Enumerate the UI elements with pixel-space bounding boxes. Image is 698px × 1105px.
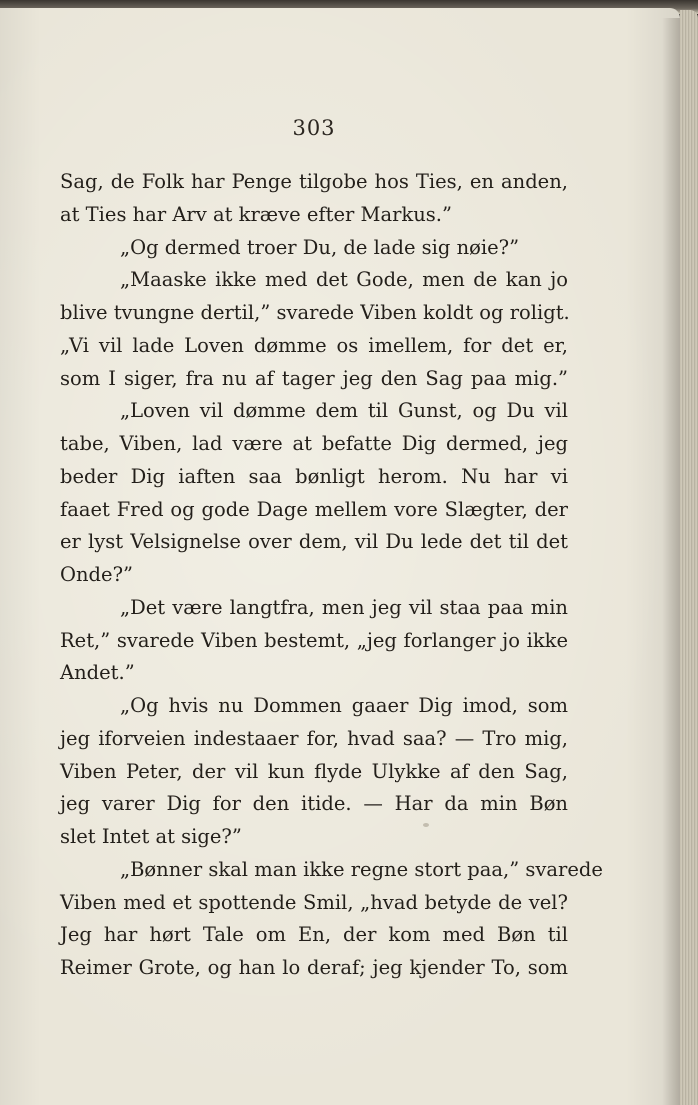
text-line: beder Dig iaften saa bønligt herom. Nu har vi <box>60 464 568 488</box>
page-shadow <box>662 18 680 1105</box>
text-line: „Og dermed troer Du, de lade sig nøie?” <box>120 235 520 259</box>
page-number: 303 <box>292 116 336 140</box>
book-page <box>0 8 680 1105</box>
text-line: „Maaske ikke med det Gode, men de kan jo <box>120 268 568 292</box>
stacked-page-edges <box>680 10 698 1105</box>
paper-stain <box>423 823 429 827</box>
text-line: som I siger, fra nu af tager jeg den Sag paa mig.” <box>60 366 568 390</box>
text-line: „Vi vil lade Loven dømme os imellem, for det er, <box>60 333 568 357</box>
text-line: Onde?” <box>60 563 133 586</box>
text-line: jeg varer Dig for den itide. — Har da min Bøn <box>60 792 568 816</box>
text-line: tabe, Viben, lad være at befatte Dig dermed, jeg <box>60 432 568 455</box>
text-line: „Og hvis nu Dommen gaaer Dig imod, som <box>120 694 568 717</box>
text-line: at Ties har Arv at kræve efter Markus.” <box>60 202 452 226</box>
text-line: blive tvungne dertil,” svarede Viben koldt og roligt. <box>60 301 570 324</box>
text-line: er lyst Velsignelse over dem, vil Du lede det til det <box>60 530 568 554</box>
text-line: jeg iforveien indestaaer for, hvad saa? — Tro mig, <box>60 726 568 750</box>
body-text <box>60 166 603 985</box>
text-line: Ret,” svarede Viben bestemt, „jeg forlanger jo ikke <box>60 628 568 652</box>
text-line: „Loven vil dømme dem til Gunst, og Du vil <box>120 399 568 423</box>
text-line: Sag, de Folk har Penge tilgobe hos Ties, en anden, <box>60 170 568 193</box>
text-line: „Bønner skal man ikke regne stort paa,” svarede <box>120 857 603 881</box>
text-line: Viben Peter, der vil kun flyde Ulykke af den Sag, <box>60 759 568 783</box>
text-line: Reimer Grote, og han lo deraf; jeg kjender To, som <box>60 956 568 979</box>
text-line: Viben med et spottende Smil, „hvad betyde de vel? <box>60 890 568 914</box>
text-line: slet Intet at sige?” <box>60 825 242 848</box>
text-line: Andet.” <box>60 661 135 685</box>
text-line: faaet Fred og gode Dage mellem vore Slægter, der <box>60 497 568 521</box>
text-line: Jeg har hørt Tale om En, der kom med Bøn til <box>60 923 568 947</box>
text-line: „Det være langtfra, men jeg vil staa paa min <box>120 595 568 619</box>
